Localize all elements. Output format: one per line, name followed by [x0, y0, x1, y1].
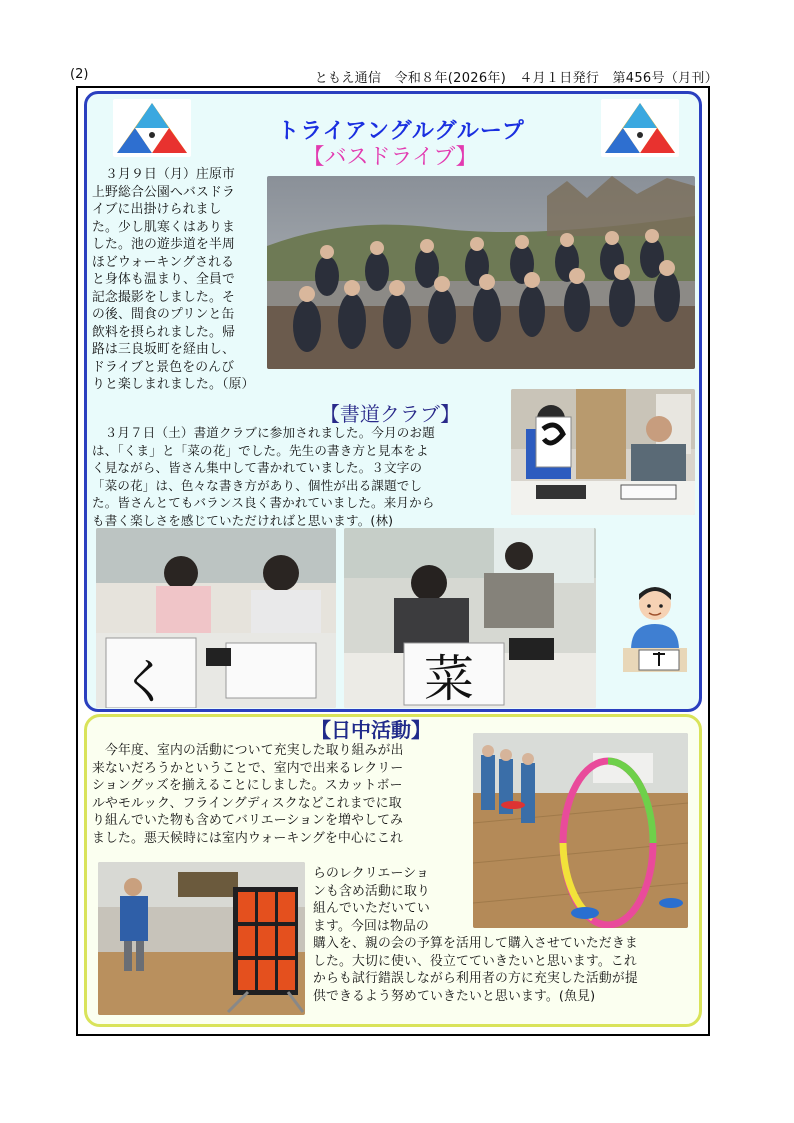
- bus-drive-text: ３月９日（月）庄原市 上野総合公園へバスドラ イブに出掛けられまし た。少し肌寒くはありま した。池の遊歩道を半周 ほどウォーキングされる と身体も温まり、全員で 記念撮影をしました。そ の後、間食のプリンと缶 飲料を摂られました。帰 路は三良坂町を経由し、 ドライブと景色をのんび りと楽しまれました。（原）: [92, 167, 255, 392]
- page-number: (2): [70, 67, 89, 82]
- hoop-photo: [473, 733, 688, 928]
- shodo-text: ３月７日（土）書道クラブに参加されました。今月のお題 は、「くま」と「菜の花」でした。先生の書き方と見本をよ く見ながら、皆さん集中して書かれていました。３文字の 「菜の花」は、色々な書き方があり、個性が出る課題でし た。皆さんとてもバランス良く書かれていました。来月から も書く楽しさを感じていただければと思います。(林): [92, 425, 435, 528]
- svg-text:く: く: [121, 654, 170, 708]
- triangle-logo-right: [601, 99, 679, 157]
- issue-info: ともえ通信 令和８年(2026年) ４月１日発行 第456号（月刊）: [314, 71, 718, 86]
- shodo-photo-right: [344, 528, 596, 708]
- daytime-text-mid: らのレクリエーショ ンも含め活動に取り 組んでいただいてい ます。今回は物品の: [313, 866, 430, 934]
- daytime-text-bottom: 購入を、親の会の予算を活用して購入させていただきま した。大切に使い、役立てていきたいと思います。これ からも試行錯誤しながら利用者の方に充実した活動が提 供できるよう努めていきたいと思います。(魚見): [313, 936, 638, 1004]
- triangle-logo-left: [113, 99, 191, 157]
- calligraphy-illustration: [617, 580, 693, 680]
- shodo-title: 【書道クラブ】: [319, 402, 461, 426]
- game-board-photo: [98, 862, 305, 1015]
- page-header: [70, 67, 718, 85]
- shodo-photo-top-right: [511, 389, 695, 515]
- svg-text:菜: 菜: [424, 650, 474, 708]
- daytime-activity-title: 【日中活動】: [311, 718, 431, 742]
- group-title: トライアングルグループ: [277, 119, 525, 144]
- bus-drive-subtitle: 【バスドライブ】: [302, 145, 478, 170]
- daytime-text-top: 今年度、室内の活動について充実した取り組みが出 来ないだろうかということで、室内で出来るレクリー ショングッズを揃えることにしました。スカットボー ルやモルック、フライングディスクなどこれまでに取 り組んでいた物も含めてバリエーションを増やしてみ ました。悪天候時には室内ウォーキングを中心にこれ: [92, 743, 404, 846]
- group-photo: [267, 176, 695, 369]
- shodo-photo-left: [96, 528, 336, 708]
